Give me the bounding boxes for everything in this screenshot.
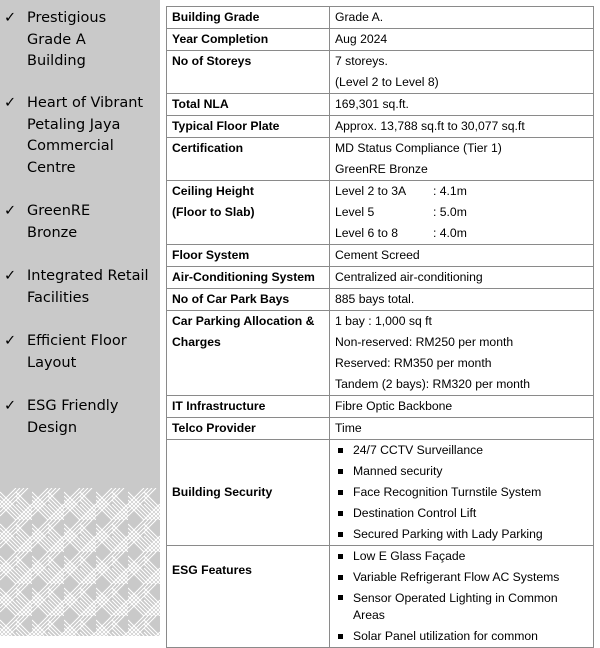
list-item bbox=[335, 440, 588, 461]
table-row bbox=[167, 289, 594, 311]
list-item bbox=[335, 524, 588, 545]
bullet-square-icon bbox=[338, 511, 343, 516]
bullet-square-icon bbox=[338, 469, 343, 474]
list-item-text: Destination Control Lift bbox=[353, 506, 477, 520]
list-item-text: Secured Parking with Lady Parking bbox=[353, 527, 543, 541]
table-row bbox=[167, 245, 594, 267]
ceiling-level: Level 6 to 8 bbox=[335, 226, 399, 240]
telco-provider-label: Telco Provider bbox=[167, 418, 330, 440]
table-row bbox=[167, 418, 594, 440]
ceiling-height-label-line: Ceiling Height bbox=[172, 184, 254, 198]
list-item-text: Manned security bbox=[353, 464, 443, 478]
storeys-label: No of Storeys bbox=[167, 51, 330, 94]
list-item bbox=[335, 626, 588, 647]
floor-system-value: Cement Screed bbox=[330, 245, 594, 267]
list-item-text: 24/7 CCTV Surveillance bbox=[353, 443, 484, 457]
highlight-item bbox=[0, 93, 160, 179]
list-item bbox=[335, 461, 588, 482]
bullet-square-icon bbox=[338, 634, 343, 639]
table-row bbox=[167, 138, 594, 181]
highlight-text: GreenRE Bronze bbox=[27, 203, 91, 241]
certification-line: GreenRE Bronze bbox=[335, 162, 428, 176]
decorative-pattern bbox=[0, 488, 160, 636]
nla-value: 169,301 sq.ft. bbox=[330, 94, 594, 116]
list-item bbox=[335, 588, 588, 626]
telco-provider-value: Time bbox=[330, 418, 594, 440]
table-row bbox=[167, 311, 594, 396]
nla-label: Total NLA bbox=[167, 94, 330, 116]
table-row bbox=[167, 94, 594, 116]
highlight-text: ESG Friendly Design bbox=[27, 398, 119, 436]
car-parking-value bbox=[330, 311, 594, 396]
floor-plate-label: Typical Floor Plate bbox=[167, 116, 330, 138]
car-parking-label-line: Charges bbox=[172, 335, 221, 349]
car-parking-line: Tandem (2 bays): RM320 per month bbox=[335, 377, 531, 391]
floor-plate-value: Approx. 13,788 sq.ft to 30,077 sq.ft bbox=[330, 116, 594, 138]
storeys-line: (Level 2 to Level 8) bbox=[335, 75, 439, 89]
table-row bbox=[167, 29, 594, 51]
certification-line: MD Status Compliance (Tier 1) bbox=[335, 141, 502, 155]
esg-features-value bbox=[330, 546, 594, 648]
ceiling-height-row bbox=[335, 223, 588, 244]
certification-value bbox=[330, 138, 594, 181]
ceiling-height-row bbox=[335, 202, 588, 223]
table-row bbox=[167, 396, 594, 418]
list-item bbox=[335, 567, 588, 588]
certification-label: Certification bbox=[167, 138, 330, 181]
bullet-square-icon bbox=[338, 554, 343, 559]
bullet-square-icon bbox=[338, 595, 343, 600]
building-grade-value: Grade A. bbox=[330, 7, 594, 29]
aircon-value: Centralized air-conditioning bbox=[330, 267, 594, 289]
table-row bbox=[167, 7, 594, 29]
checkmark-icon: ✓ bbox=[4, 398, 17, 414]
car-park-bays-label: No of Car Park Bays bbox=[167, 289, 330, 311]
storeys-line: 7 storeys. bbox=[335, 54, 388, 68]
security-list bbox=[335, 440, 588, 545]
car-parking-label-line: Car Parking Allocation & bbox=[172, 314, 315, 328]
car-parking-line: 1 bay : 1,000 sq ft bbox=[335, 314, 432, 328]
checkmark-icon: ✓ bbox=[4, 268, 17, 284]
table-row bbox=[167, 181, 594, 245]
highlight-item bbox=[0, 8, 160, 73]
year-completion-label: Year Completion bbox=[167, 29, 330, 51]
ceiling-height-label-line: (Floor to Slab) bbox=[172, 205, 255, 219]
ceiling-height-label bbox=[167, 181, 330, 245]
table-row bbox=[167, 116, 594, 138]
highlight-text: Heart of Vibrant Petaling Jaya Commercial Centre bbox=[27, 95, 144, 176]
car-park-bays-value: 885 bays total. bbox=[330, 289, 594, 311]
bullet-square-icon bbox=[338, 490, 343, 495]
car-parking-line: Non-reserved: RM250 per month bbox=[335, 335, 514, 349]
it-infrastructure-label: IT Infrastructure bbox=[167, 396, 330, 418]
table-row bbox=[167, 51, 594, 94]
ceiling-height-value bbox=[330, 181, 594, 245]
list-item-text: Sensor Operated Lighting in Common Areas bbox=[353, 591, 558, 622]
building-specifications-table bbox=[166, 6, 594, 648]
list-item-text: Face Recognition Turnstile System bbox=[353, 485, 542, 499]
highlight-item bbox=[0, 201, 160, 244]
ceiling-height-row bbox=[335, 181, 588, 202]
highlight-text: Integrated Retail Facilities bbox=[27, 268, 149, 306]
building-grade-label: Building Grade bbox=[167, 7, 330, 29]
car-parking-label bbox=[167, 311, 330, 396]
esg-features-label: ESG Features bbox=[167, 546, 330, 648]
highlight-item bbox=[0, 331, 160, 374]
storeys-value bbox=[330, 51, 594, 94]
ceiling-height: : 4.1m bbox=[433, 184, 467, 198]
building-security-label: Building Security bbox=[167, 440, 330, 546]
aircon-label: Air-Conditioning System bbox=[167, 267, 330, 289]
checkmark-icon: ✓ bbox=[4, 333, 17, 349]
building-security-value bbox=[330, 440, 594, 546]
table-row bbox=[167, 546, 594, 648]
table-row bbox=[167, 267, 594, 289]
checkmark-icon: ✓ bbox=[4, 95, 17, 111]
list-item bbox=[335, 482, 588, 503]
bullet-square-icon bbox=[338, 448, 343, 453]
highlight-item bbox=[0, 266, 160, 309]
ceiling-level: Level 2 to 3A bbox=[335, 184, 407, 198]
floor-system-label: Floor System bbox=[167, 245, 330, 267]
ceiling-height: : 5.0m bbox=[433, 205, 467, 219]
checkmark-icon: ✓ bbox=[4, 10, 17, 26]
list-item-text: Solar Panel utilization for common bbox=[353, 629, 538, 643]
list-item bbox=[335, 503, 588, 524]
checkmark-icon: ✓ bbox=[4, 203, 17, 219]
bullet-square-icon bbox=[338, 575, 343, 580]
list-item-text: Variable Refrigerant Flow AC Systems bbox=[353, 570, 560, 584]
esg-list bbox=[335, 546, 588, 647]
highlight-item bbox=[0, 396, 160, 439]
ceiling-level: Level 5 bbox=[335, 205, 375, 219]
table-row bbox=[167, 440, 594, 546]
bullet-square-icon bbox=[338, 532, 343, 537]
highlight-text: Efficient Floor Layout bbox=[27, 333, 127, 371]
list-item-text: Low E Glass Façade bbox=[353, 549, 466, 563]
year-completion-value: Aug 2024 bbox=[330, 29, 594, 51]
it-infrastructure-value: Fibre Optic Backbone bbox=[330, 396, 594, 418]
highlight-text: Prestigious Grade A Building bbox=[27, 10, 107, 69]
list-item bbox=[335, 546, 588, 567]
ceiling-height: : 4.0m bbox=[433, 226, 467, 240]
highlights-sidebar bbox=[0, 0, 160, 636]
car-parking-line: Reserved: RM350 per month bbox=[335, 356, 492, 370]
